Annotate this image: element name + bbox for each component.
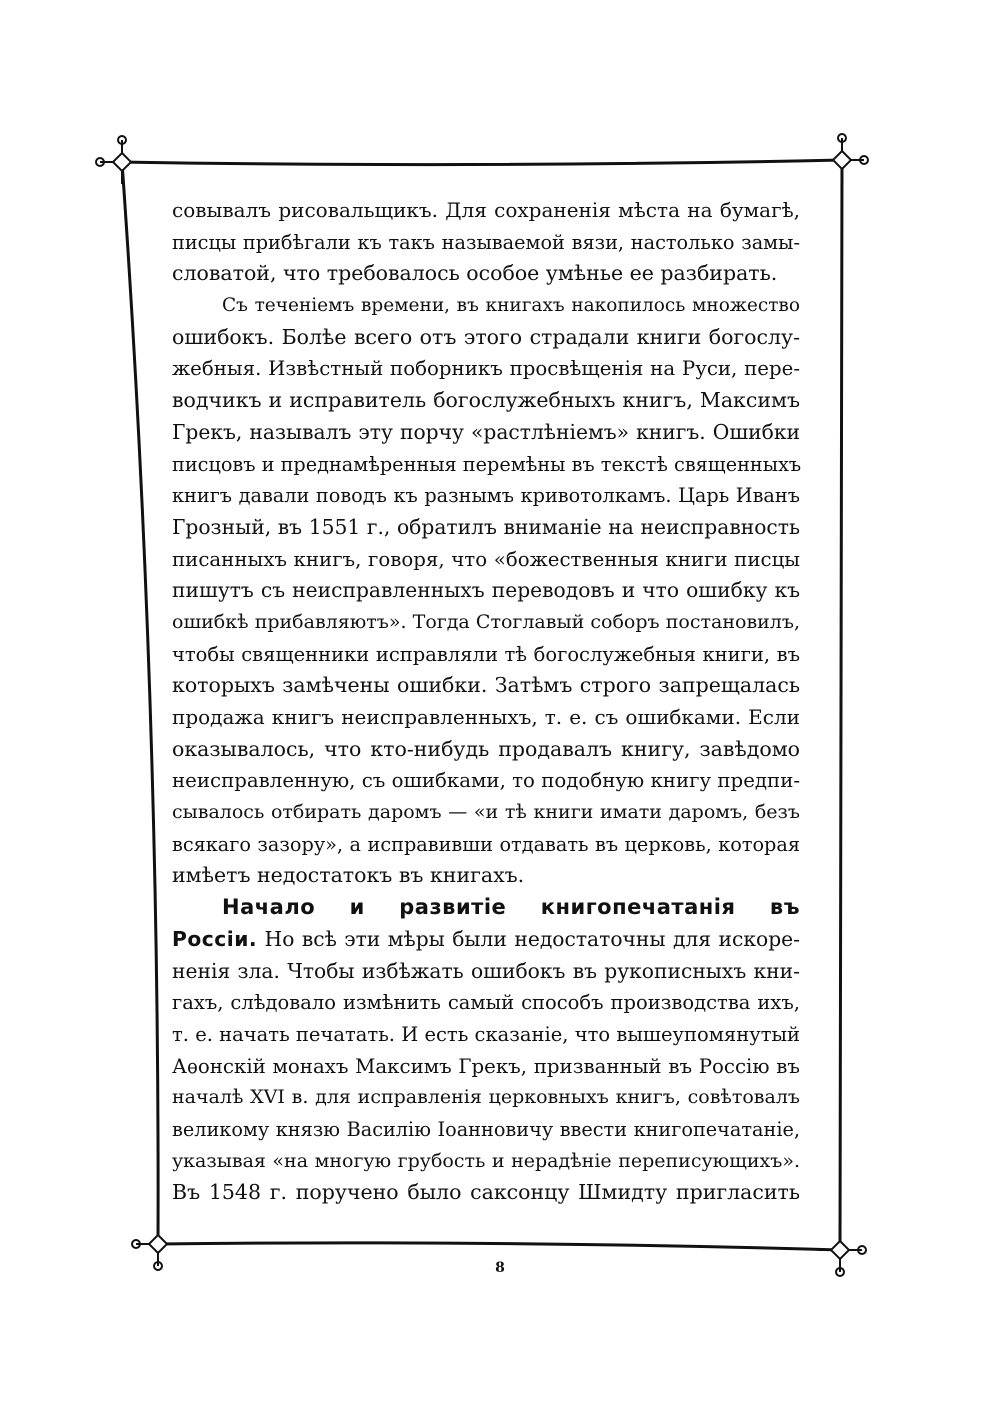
text-line: началѣ XVI в. для исправленія церковныхъ книгъ, совѣтовалъ	[172, 1086, 800, 1109]
text-line: которыхъ замѣчены ошибки. Затѣмъ строго запрещалась	[172, 673, 800, 698]
text-run: Но всѣ эти мѣры были недостаточны для искоре-	[264, 926, 800, 951]
text-line: ошибокъ. Болѣе всего отъ этого страдали книги богослу-	[172, 324, 800, 349]
text-line: книгъ давали поводъ къ разнымъ кривотолкамъ. Царь Иванъ	[172, 484, 800, 508]
text-line: всякаго зазору», а исправивши отдавать въ церковь, которая	[172, 832, 800, 856]
text-line: писанныхъ книгъ, говоря, что «божественныя книги писцы	[172, 547, 800, 571]
text-line: т. е. начать печатать. И есть сказаніе, что вышеупомянутый	[172, 1022, 800, 1046]
section-heading-end: Россіи.	[172, 926, 258, 951]
text-line: сывалось отбирать даромъ — «и тѣ книги имати даромъ, безъ	[172, 801, 800, 824]
text-line: оказывалось, что кто-нибудь продавалъ книгу, завѣдомо	[172, 736, 800, 761]
text-line: водчикъ и исправитель богослужебныхъ книгъ, Максимъ	[172, 388, 800, 413]
text-line: указывая «на многую грубость и нерадѣніе переписующихъ».	[172, 1149, 800, 1172]
text-line: словатой, что требовалось особое умѣнье ее разбирать.	[172, 261, 778, 286]
text-line: жебныя. Извѣстный поборникъ просвѣщенія на Руси, пере-	[172, 357, 800, 381]
text-line: пишутъ съ неисправленныхъ переводовъ и что ошибку къ	[172, 578, 800, 603]
text-line: ненія зла. Чтобы избѣжать ошибокъ въ рукописныхъ кни-	[172, 958, 800, 983]
text-line: писцы прибѣгали къ такъ называемой вязи, настолько замы-	[172, 230, 800, 254]
text-line: совывалъ рисовальщикъ. Для сохраненія мѣста на бумагѣ,	[172, 198, 800, 222]
text-line: Аѳонскій монахъ Максимъ Грекъ, призванный въ Россію въ	[172, 1054, 800, 1078]
text-line: ошибкѣ прибавляютъ». Тогда Стоглавый соборъ постановилъ,	[172, 610, 800, 633]
text-line: Грозный, въ 1551 г., обратилъ вниманіе на неисправность	[172, 514, 800, 539]
page-text	[172, 195, 800, 1209]
frame-top-border	[122, 160, 842, 165]
text-line: Въ 1548 г. поручено было саксонцу Шмидту пригласить	[172, 1180, 800, 1205]
frame-right-border	[840, 160, 842, 1250]
text-line: гахъ, слѣдовало измѣнить самый способъ производства ихъ,	[172, 991, 800, 1015]
section-heading-line	[172, 892, 800, 924]
frame-left-border	[122, 162, 158, 1244]
text-line: неисправленную, съ ошибками, то подобную книгу предпи-	[172, 769, 801, 793]
corner-ornament-top-right	[820, 134, 868, 182]
section-heading: Начало и развитіе книгопечатанія въ	[222, 895, 800, 920]
text-line: Съ теченіемъ времени, въ книгахъ накопилось множество	[222, 295, 800, 317]
text-line: великому князю Василію Іоанновичу ввести книгопечатаніе,	[172, 1117, 800, 1141]
page-number: 8	[495, 1260, 505, 1276]
text-line	[172, 924, 800, 956]
corner-ornament-top-left	[96, 136, 144, 184]
text-line: чтобы священники исправляли тѣ богослужебныя книги, въ	[172, 642, 800, 666]
text-line: Грекъ, называлъ эту порчу «растлѣніемъ» книгъ. Ошибки	[172, 419, 800, 444]
text-line: имѣетъ недостатокъ въ книгахъ.	[172, 863, 525, 888]
text-line: писцовъ и преднамѣренныя перемѣны въ текстѣ священныхъ	[172, 452, 802, 476]
frame-bottom-border	[158, 1243, 840, 1250]
text-line: продажа книгъ неисправленныхъ, т. е. съ ошибками. Если	[172, 705, 800, 729]
